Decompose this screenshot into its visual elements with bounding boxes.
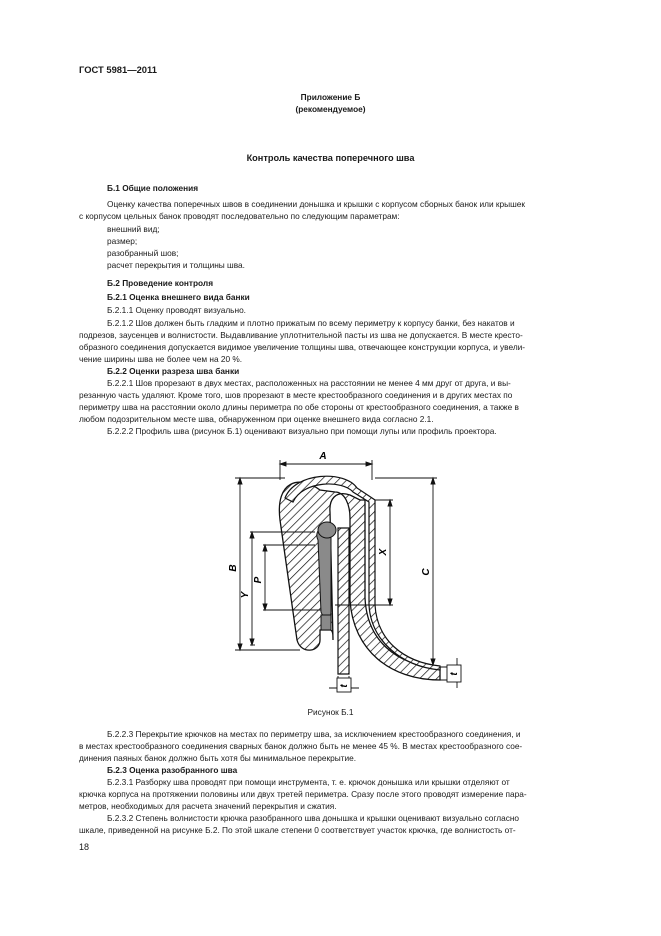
b1-para-line1: Оценку качества поперечных швов в соединении донышка и крышки с корпусом сборных банок или крышек — [107, 199, 526, 209]
b23-heading: Б.2.3 Оценка разобранного шва — [107, 765, 238, 775]
b2-heading: Б.2 Проведение контроля — [107, 278, 214, 288]
page-number: 18 — [79, 842, 90, 852]
p2221-line4: любом подозрительном месте шва, обнаруженном при оценке внешнего вида согласно 2.1. — [79, 414, 434, 424]
b1-item: внешний вид; — [107, 224, 160, 234]
figure-caption: Рисунок Б.1 — [307, 707, 354, 717]
p2112-line3: образного соединения допускается видимое увеличение толщины шва, отвечающее конструкции корпуса, и увели- — [79, 342, 526, 352]
label-a: A — [319, 451, 327, 462]
b1-heading: Б.1 Общие положения — [107, 183, 199, 193]
p2112-line2: подрезов, заусенцев и волнистости. Выдавливание уплотнительной пасты из шва не допускается. В месте кресто- — [79, 330, 523, 340]
label-t2: t — [339, 684, 350, 688]
seam-profile-figure — [225, 440, 475, 700]
body-hook — [338, 528, 349, 674]
b1-item: расчет перекрытия и толщины шва. — [107, 260, 245, 270]
b1-item: размер; — [107, 236, 138, 246]
p2221-line1: Б.2.2.1 Шов прорезают в двух местах, расположенных на расстоянии не менее 4 мм друг от друга, и вы- — [107, 378, 511, 388]
lid-hook-outer — [279, 482, 440, 680]
b22-heading: Б.2.2 Оценки разреза шва банки — [107, 366, 240, 376]
b1-para-line2: с корпусом цельных банок проводят последовательно по следующим параметрам: — [79, 211, 400, 221]
p2232-line2: шкале, приведенной на рисунке Б.2. По этой шкале степени 0 соответствует участок крючка, где волнистость от- — [79, 825, 516, 835]
label-p: P — [253, 576, 264, 584]
standard-header: ГОСТ 5981—2011 — [79, 64, 157, 75]
label-x: X — [378, 548, 389, 556]
appendix-status: (рекомендуемое) — [295, 104, 366, 114]
p2223-line2: в местах крестообразного соединения сварных банок должно быть не менее 45 %. В местах крестообразного сое- — [79, 741, 523, 751]
p2231-line1: Б.2.3.1 Разборку шва проводят при помощи инструмента, т. е. крючок донышка или крышки отделяют от — [107, 777, 510, 787]
label-c: C — [421, 568, 432, 576]
p2223-line3: динения паяных банок должно быть хотя бы минимальное перекрытие. — [79, 753, 357, 763]
p2231-line3: метров, необходимых для расчета значений перекрытия и сжатия. — [79, 801, 337, 811]
p2223-line1: Б.2.2.3 Перекрытие крючков на местах по периметру шва, за исключением крестообразного соединения, и — [107, 729, 521, 739]
label-t1: t — [449, 672, 460, 676]
p2112-line1: Б.2.1.2 Шов должен быть гладким и плотно прижатым по всему периметру к корпусу банки, без накатов и — [107, 318, 515, 328]
p2221-line2: резанную часть удаляют. Кроме того, шов прорезают в месте крестообразного соединения и в других местах по — [79, 390, 513, 400]
p2221-line3: периметру шва на расстоянии около длины периметра по обе стороны от крестообразного соединения, а также в — [79, 402, 519, 412]
p2222: Б.2.2.2 Профиль шва (рисунок Б.1) оценивают визуально при помощи лупы или профиль проектора. — [107, 426, 497, 436]
b1-item: разобранный шов; — [107, 248, 179, 258]
dimension-t2 — [329, 676, 359, 692]
compound-blob — [318, 522, 336, 538]
b21-heading: Б.2.1 Оценка внешнего вида банки — [107, 292, 250, 302]
label-b: B — [228, 564, 239, 572]
p2232-line1: Б.2.3.2 Степень волнистости крючка разобранного шва донышка и крышки оценивают визуально согласно — [107, 813, 520, 823]
appendix-title: Приложение Б — [300, 92, 361, 102]
label-y: Y — [240, 591, 251, 599]
p2111: Б.2.1.1 Оценку проводят визуально. — [107, 305, 246, 315]
p2112-line4: чение ширины шва не более чем на 20 %. — [79, 354, 243, 364]
compound-lower — [321, 615, 331, 630]
p2231-line2: крючка корпуса на протяжении половины или двух третей периметра. Сразу после этого проводят измерение пара- — [79, 789, 527, 799]
section-title: Контроль качества поперечного шва — [246, 153, 415, 163]
